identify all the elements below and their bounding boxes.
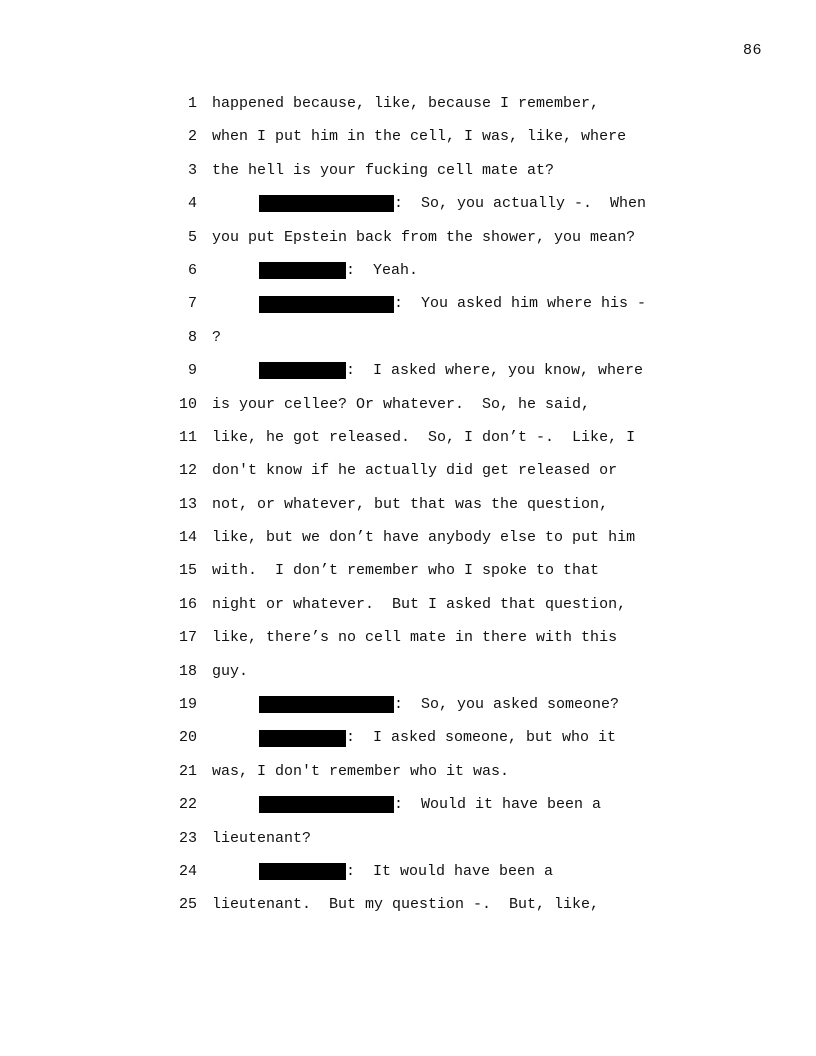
speech-text: : So, you asked someone? [394,696,620,714]
redacted-speaker-name [259,262,346,279]
line-number: 6 [187,261,197,279]
transcript-line [0,488,816,521]
redacted-speaker-name [259,195,394,212]
line-number: 5 [187,228,197,246]
line-text: the hell is your fucking cell mate at? [212,161,555,179]
transcript-line [0,221,816,254]
transcript-line [0,254,816,287]
transcript-line [0,87,816,120]
line-number: 16 [178,595,197,613]
line-number: 8 [187,328,197,346]
line-number: 25 [178,896,197,914]
line-number: 7 [187,295,197,313]
line-text: guy. [212,662,249,680]
transcript-line [0,855,816,888]
speech-text: : So, you actually -. When [394,195,647,213]
line-text: night or whatever. But I asked that question, [212,595,627,613]
line-text: you put Epstein back from the shower, you mean? [212,228,636,246]
speaker-turn [259,788,601,821]
speaker-turn [259,855,553,888]
transcript-line [0,154,816,187]
page-number: 86 [742,42,762,59]
redacted-speaker-name [259,296,394,313]
speech-text: : Yeah. [346,261,419,279]
transcript-line [0,388,816,421]
line-number: 9 [187,362,197,380]
transcript-line [0,755,816,788]
line-text: not, or whatever, but that was the question, [212,495,609,513]
line-number: 22 [178,796,197,814]
transcript-line [0,721,816,754]
redacted-speaker-name [259,730,346,747]
redacted-speaker-name [259,696,394,713]
redacted-speaker-name [259,863,346,880]
transcript-line [0,655,816,688]
line-number: 15 [178,562,197,580]
line-text: like, he got released. So, I don’t -. Like, I [212,428,636,446]
transcript-line [0,120,816,153]
transcript-line [0,454,816,487]
transcript-line [0,554,816,587]
line-number: 21 [178,762,197,780]
line-text: like, but we don’t have anybody else to put him [212,529,636,547]
line-number: 14 [178,529,197,547]
transcript-line [0,187,816,220]
transcript-body [0,87,816,922]
line-number: 1 [187,95,197,112]
transcript-line [0,588,816,621]
speaker-turn [259,688,619,721]
redacted-speaker-name [259,796,394,813]
speech-text: : I asked someone, but who it [346,729,617,747]
transcript-line [0,321,816,354]
line-number: 2 [187,128,197,146]
speech-text: : You asked him where his - [394,295,647,313]
line-number: 13 [178,495,197,513]
redacted-speaker-name [259,362,346,379]
speech-text: : Would it have been a [394,796,602,814]
speech-text: : I asked where, you know, where [346,362,644,380]
line-number: 3 [187,161,197,179]
line-number: 10 [178,395,197,413]
speaker-turn [259,354,643,387]
line-number: 11 [178,428,197,446]
line-text: is your cellee? Or whatever. So, he said, [212,395,591,413]
line-number: 12 [178,462,197,480]
speech-text: : It would have been a [346,862,554,880]
transcript-line [0,621,816,654]
line-number: 4 [187,195,197,213]
speaker-turn [259,254,418,287]
transcript-line [0,287,816,320]
line-number: 18 [178,662,197,680]
transcript-line [0,354,816,387]
line-text: lieutenant? [212,829,312,847]
line-text: don't know if he actually did get released or [212,462,618,480]
line-number: 24 [178,862,197,880]
transcript-line [0,521,816,554]
line-text: happened because, like, because I remember, [212,95,600,112]
line-text: with. I don’t remember who I spoke to that [212,562,600,580]
transcript-line [0,822,816,855]
line-text: lieutenant. But my question -. But, like, [212,896,600,914]
speaker-turn [259,187,646,220]
line-number: 19 [178,696,197,714]
transcript-line [0,421,816,454]
speaker-turn [259,721,616,754]
transcript-line [0,888,816,921]
line-text: ? [212,328,222,346]
line-text: when I put him in the cell, I was, like, where [212,128,627,146]
line-number: 20 [178,729,197,747]
line-text: was, I don't remember who it was. [212,762,510,780]
line-number: 17 [178,629,197,647]
line-number: 23 [178,829,197,847]
transcript-line [0,788,816,821]
line-text: like, there’s no cell mate in there with this [212,629,618,647]
transcript-line [0,688,816,721]
speaker-turn [259,287,646,320]
